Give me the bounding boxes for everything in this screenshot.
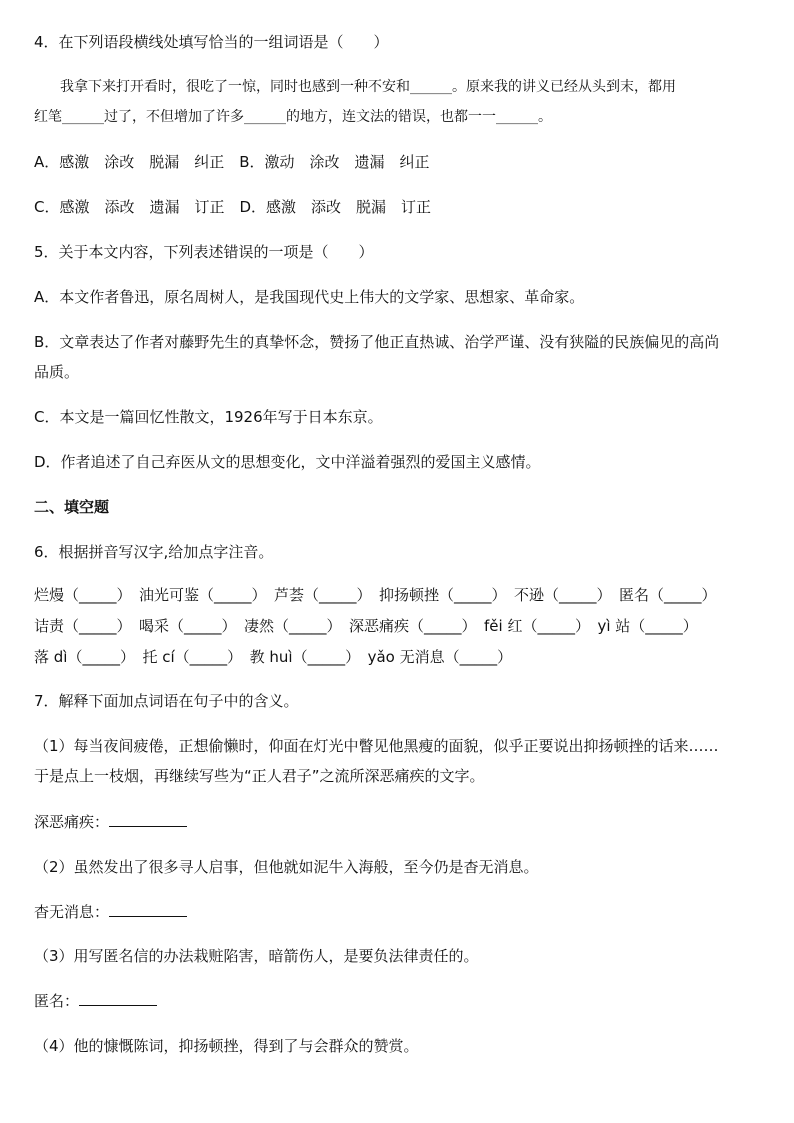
q6-stem: 6．根据拼音写汉字,给加点字注音。 bbox=[34, 543, 274, 561]
q7-answer-2-blank[interactable] bbox=[109, 902, 187, 917]
q4-stem: 4．在下列语段横线处填写恰当的一组词语是（ ） bbox=[34, 33, 389, 51]
q7-sentence-1-line-2: 于是点上一枝烟，再继续写些为“正人君子”之流所深恶痛疾的文字。 bbox=[34, 767, 485, 785]
q5-option-b-line-1: B．文章表达了作者对藤野先生的真挚怀念，赞扬了他正直热诚、治学严谨、没有狭隘的民族偏见的高尚 bbox=[34, 333, 720, 351]
q5-option-c: C．本文是一篇回忆性散文，1926年写于日本东京。 bbox=[34, 408, 383, 426]
q7-sentence-1-line-1: （1）每当夜间疲倦，正想偷懒时，仰面在灯光中瞥见他黑瘦的面貌，似乎正要说出抑扬顿挫的话来…… bbox=[34, 737, 719, 755]
q6-row-3: 落 dì（_____） 托 cí（_____） 教 huì（_____） yǎo 无消息（_____） bbox=[34, 648, 513, 666]
q4-option-ab: A．感激 涂改 脱漏 纠正 B．激动 涂改 遗漏 纠正 bbox=[34, 153, 430, 171]
q7-stem: 7．解释下面加点词语在句子中的含义。 bbox=[34, 692, 299, 710]
q4-passage-line-1: 我拿下来打开看时，很吃了一惊，同时也感到一种不安和______。原来我的讲义已经从头到末，都用 bbox=[60, 79, 676, 95]
q5-option-b-line-2: 品质。 bbox=[34, 363, 80, 381]
q6-row-2: 诘责（_____） 喝采（_____） 凄然（_____） 深恶痛疾（_____） fěi 红（_____） yì 站（_____） bbox=[34, 617, 698, 635]
q7-answer-2 bbox=[34, 902, 187, 922]
q7-answer-1 bbox=[34, 812, 187, 832]
q7-sentence-2: （2）虽然发出了很多寻人启事，但他就如泥牛入海般，至今仍是杳无消息。 bbox=[34, 858, 539, 876]
q7-answer-3-label: 匿名： bbox=[34, 992, 80, 1010]
q4-passage-line-2: 红笔______过了，不但增加了许多______的地方，连文法的错误，也都一一______。 bbox=[34, 109, 552, 125]
q7-sentence-4: （4）他的慷慨陈词，抑扬顿挫，得到了与会群众的赞赏。 bbox=[34, 1037, 419, 1055]
q7-answer-1-blank[interactable] bbox=[109, 812, 187, 827]
q7-sentence-3: （3）用写匿名信的办法栽赃陷害，暗箭伤人，是要负法律责任的。 bbox=[34, 947, 479, 965]
q7-answer-3-blank[interactable] bbox=[79, 991, 157, 1006]
q5-stem: 5．关于本文内容，下列表述错误的一项是（ ） bbox=[34, 243, 374, 261]
q5-option-d: D．作者追述了自己弃医从文的思想变化，文中洋溢着强烈的爱国主义感情。 bbox=[34, 453, 541, 471]
q6-row-1: 烂熳（_____） 油光可鉴（_____） 芦荟（_____） 抑扬顿挫（_____） 不逊（_____） 匿名（_____） bbox=[34, 586, 717, 604]
section-title-fill-in: 二、填空题 bbox=[34, 498, 110, 516]
q7-answer-2-label: 杳无消息： bbox=[34, 903, 110, 921]
q4-option-cd: C．感激 添改 遗漏 订正 D．感激 添改 脱漏 订正 bbox=[34, 198, 432, 216]
q5-option-a: A．本文作者鲁迅，原名周树人，是我国现代史上伟大的文学家、思想家、革命家。 bbox=[34, 288, 585, 306]
q7-answer-3 bbox=[34, 991, 157, 1011]
q7-answer-1-label: 深恶痛疾： bbox=[34, 813, 110, 831]
